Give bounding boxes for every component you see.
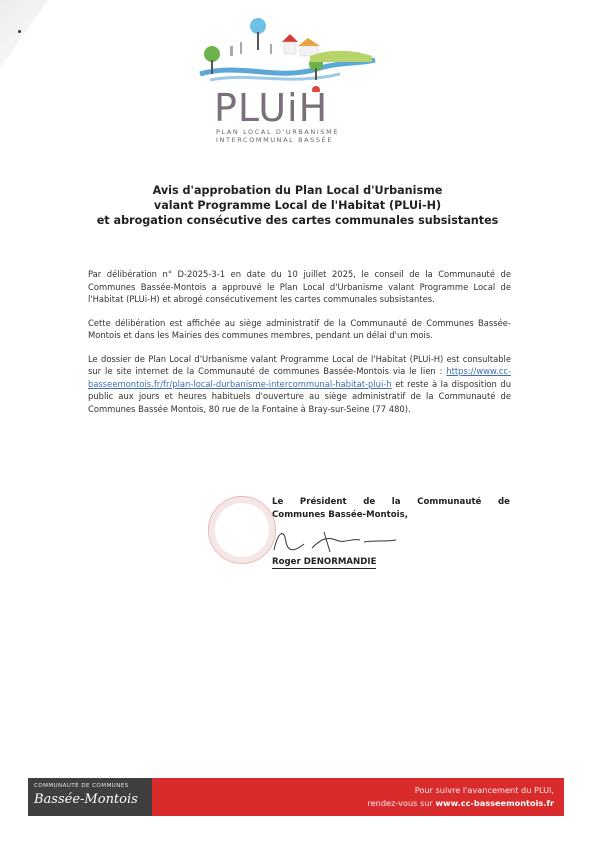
signatory-name: Roger DENORMANDIE — [272, 557, 377, 567]
page-fold-corner — [0, 0, 48, 68]
paragraph-consultation — [88, 353, 511, 416]
logo-subtitle-line1: PLAN LOCAL D'URBANISME — [216, 128, 340, 136]
tree-blue — [250, 18, 266, 34]
footer-website-link[interactable]: www.cc-basseemontois.fr — [435, 798, 554, 808]
footer-red-band — [152, 778, 564, 816]
village-illustration — [190, 12, 390, 92]
consultation-text-before: Le dossier de Plan Local d'Urbanisme valant Programme Local de l'Habitat (PLUi-H) est consultable sur le site internet de la Communauté de communes Bassée-Montois via le lien : — [88, 353, 511, 376]
signatory-title-line2: Communes Bassée-Montois, — [272, 510, 409, 520]
footer-logo-small: COMMUNAUTÉ DE COMMUNES — [34, 783, 129, 789]
cc-bassee-montois-logo — [28, 778, 152, 816]
logo-subtitle-line2: INTERCOMMUNAL BASSÉE — [216, 136, 334, 144]
signatory-title-line1: Le Président de la Communauté de — [272, 497, 510, 507]
house-roof-orange — [298, 38, 320, 46]
signature-block — [208, 492, 518, 582]
consultation-text-after: et reste à la disposition du public aux jours et heures habituels d'ouverture au siège administratif de la Communauté de Communes Bassée Montois, 80 rue de la Fontaine à Bray-sur-Seine (77 480). — [88, 378, 511, 414]
field — [310, 51, 372, 62]
house-roof-red — [282, 34, 298, 42]
notice-body — [88, 268, 511, 426]
document-title — [60, 183, 535, 228]
scan-dot — [18, 30, 21, 33]
paragraph-deliberation: Par délibération n° D-2025-3-1 en date du 10 juillet 2025, le conseil de la Communauté de Communes Bassée-Montois a approuvé le Plan Local d'Urbanisme valant Programme Local de l'Habitat (PLUi-H) et abrogé consécutivement les cartes communales subsistantes. — [88, 269, 511, 304]
title-line1: Avis d'approbation du Plan Local d'Urbanisme — [152, 184, 443, 197]
title-line2: valant Programme Local de l'Habitat (PLUi-H) — [153, 199, 442, 212]
logo-wordmark: PLUiH — [214, 86, 329, 130]
footer-banner — [28, 778, 564, 816]
dossier-link[interactable]: https://www.cc-basseemontois.fr/fr/plan-local-durbanisme-intercommunal-habitat-plui-h — [88, 366, 511, 389]
tree-left — [204, 46, 220, 62]
paragraph-display: Cette délibération est affichée au siège administratif de la Communauté de Communes Bassée-Montois et dans les Mairies des communes membres, pendant un délai d'un mois. — [88, 317, 511, 340]
title-line3: et abrogation consécutive des cartes communales subsistantes — [96, 214, 499, 227]
footer-logo-big: Bassée-Montois — [34, 792, 138, 807]
handwritten-signature — [264, 522, 414, 558]
footer-text-line2 — [367, 798, 554, 808]
logo-subtitle — [216, 128, 366, 144]
pluih-logo — [190, 12, 390, 152]
footer-text-line1: Pour suivre l'avancement du PLUi, — [414, 785, 554, 795]
footer-text-prefix: rendez-vous sur — [367, 798, 436, 808]
signatory-title — [272, 496, 510, 522]
river-swoosh — [200, 60, 375, 74]
